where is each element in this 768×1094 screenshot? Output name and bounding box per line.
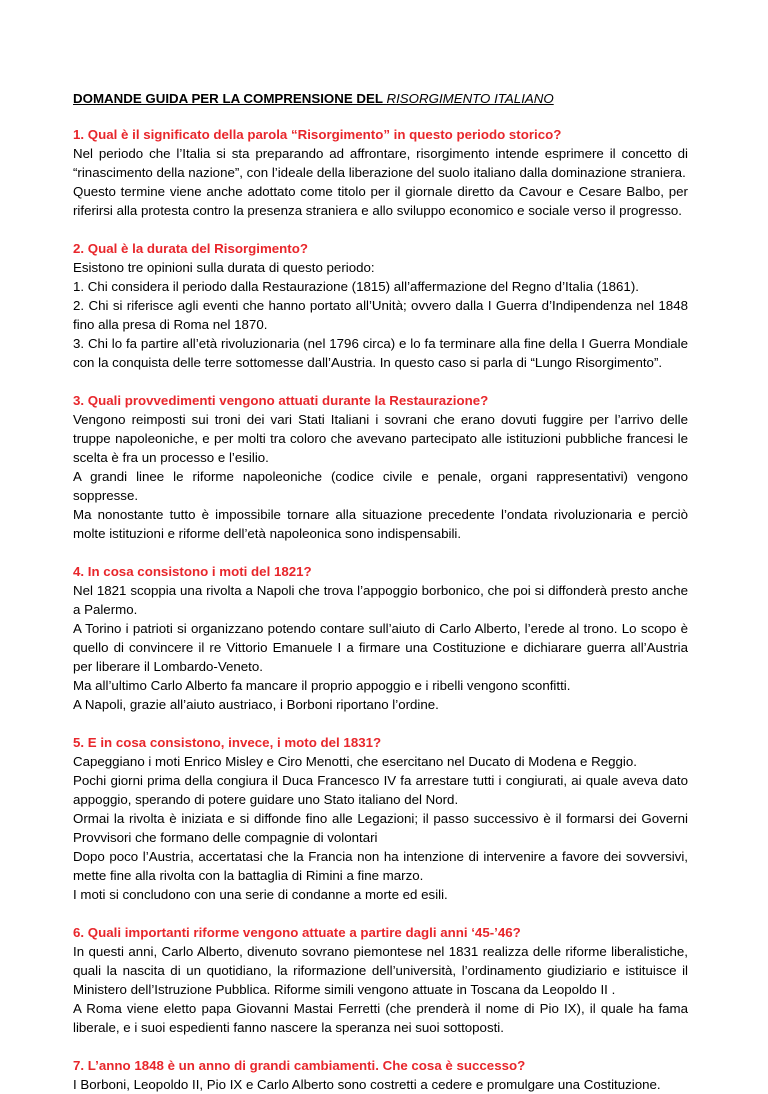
paragraph: Esistono tre opinioni sulla durata di questo periodo:: [73, 260, 375, 275]
section-4: [73, 562, 688, 714]
paragraph: Vengono reimposti sui troni dei vari Stati Italiani i sovrani che erano dovuti fuggire per l’arrivo delle truppe napoleoniche, e per molti tra coloro che avevano partecipato alle istituzioni pubbliche francesi le scelta è fra un processo e l’esilio.: [73, 412, 688, 465]
question-heading: 5. E in cosa consistono, invece, i moto del 1831?: [73, 735, 382, 750]
question-heading: 2. Qual è la durata del Risorgimento?: [73, 241, 308, 256]
paragraph: A Torino i patrioti si organizzano potendo contare sull’aiuto di Carlo Alberto, l’erede al trono. Lo scopo è quello di convincere il re Vittorio Emanuele I a firmare una Costituzione e dichiarare guerra all’Austria per liberare il Lombardo-Veneto.: [73, 621, 688, 674]
paragraph: I moti si concludono con una serie di condanne a morte ed esili.: [73, 887, 448, 902]
section-5: [73, 733, 688, 904]
paragraph: A grandi linee le riforme napoleoniche (codice civile e penale, organi rappresentativi) vengono soppresse.: [73, 469, 688, 503]
section-3: [73, 391, 688, 543]
paragraph: Pochi giorni prima della congiura il Duca Francesco IV fa arrestare tutti i congiurati, ai quale aveva dato appoggio, sperando di potere guidare uno Stato italiano del Nord.: [73, 773, 688, 807]
paragraph: 2. Chi si riferisce agli eventi che hanno portato all’Unità; ovvero dalla I Guerra d’Indipendenza nel 1848 fino alla presa di Roma nel 1870.: [73, 298, 688, 332]
paragraph: Ma nonostante tutto è impossibile tornare alla situazione precedente l’ondata rivoluzionaria e perciò molte istituzioni e riforme dell’età napoleonica sono indispensabili.: [73, 507, 688, 541]
title-main: DOMANDE GUIDA PER LA COMPRENSIONE DEL: [73, 91, 387, 106]
section-6: [73, 923, 688, 1037]
question-heading: 4. In cosa consistono i moti del 1821?: [73, 564, 312, 579]
paragraph: 3. Chi lo fa partire all’età rivoluzionaria (nel 1796 circa) e lo fa terminare alla fine della I Guerra Mondiale con la conquista delle terre sottomesse dall’Austria. In questo caso si parla di “Lungo Risorgimento”.: [73, 336, 688, 370]
paragraph: Capeggiano i moti Enrico Misley e Ciro Menotti, che esercitano nel Ducato di Modena e Reggio.: [73, 754, 637, 769]
question-heading: 1. Qual è il significato della parola “Risorgimento” in questo periodo storico?: [73, 127, 562, 142]
question-heading: 3. Quali provvedimenti vengono attuati durante la Restaurazione?: [73, 393, 489, 408]
paragraph: I Borboni, Leopoldo II, Pio IX e Carlo Alberto sono costretti a cedere e promulgare una Costituzione.: [73, 1077, 661, 1092]
paragraph: Nel periodo che l’Italia si sta preparando ad affrontare, risorgimento intende esprimere il concetto di “rinascimento della nazione”, con l’ideale della liberazione del suolo italiano dalla dominazione straniera.: [73, 146, 688, 180]
section-1: [73, 125, 688, 220]
paragraph: 1. Chi considera il periodo dalla Restaurazione (1815) all’affermazione del Regno d’Italia (1861).: [73, 279, 639, 294]
paragraph: Questo termine viene anche adottato come titolo per il giornale diretto da Cavour e Cesare Balbo, per riferirsi alla protesta contro la presenza straniera e allo sviluppo economico e sociale verso il progresso.: [73, 184, 688, 218]
paragraph: Ormai la rivolta è iniziata e si diffonde fino alle Legazioni; il passo successivo è il formarsi dei Governi Provvisori che formano delle compagnie di volontari: [73, 811, 688, 845]
section-7: [73, 1056, 688, 1094]
paragraph: In questi anni, Carlo Alberto, divenuto sovrano piemontese nel 1831 realizza delle riforme liberalistiche, quali la nascita di un quotidiano, la riformazione dell’università, l’ordinamento giudiziario e istituisce il Ministero dell’Istruzione Pubblica. Riforme simili vengono attuate in Toscana da Leopoldo II .: [73, 944, 688, 997]
question-heading: 6. Quali importanti riforme vengono attuate a partire dagli anni ‘45-’46?: [73, 925, 521, 940]
paragraph: Dopo poco l’Austria, accertatasi che la Francia non ha intenzione di intervenire a favore dei sovversivi, mette fine alla rivolta con la battaglia di Rimini a fine marzo.: [73, 849, 688, 883]
question-heading: 7. L’anno 1848 è un anno di grandi cambiamenti. Che cosa è successo?: [73, 1058, 526, 1073]
paragraph: Ma all’ultimo Carlo Alberto fa mancare il proprio appoggio e i ribelli vengono sconfitti.: [73, 678, 571, 693]
paragraph: A Napoli, grazie all’aiuto austriaco, i Borboni riportano l’ordine.: [73, 697, 439, 712]
document-title: [73, 89, 688, 108]
section-2: [73, 239, 688, 372]
paragraph: A Roma viene eletto papa Giovanni Mastai Ferretti (che prenderà il nome di Pio IX), il quale ha fama liberale, e i suoi espedienti fanno nascere la speranza nei suoi sottoposti.: [73, 1001, 688, 1035]
paragraph: Nel 1821 scoppia una rivolta a Napoli che trova l’appoggio borbonico, che poi si diffonderà presto anche a Palermo.: [73, 583, 688, 617]
title-italic: RISORGIMENTO ITALIANO: [386, 91, 554, 106]
